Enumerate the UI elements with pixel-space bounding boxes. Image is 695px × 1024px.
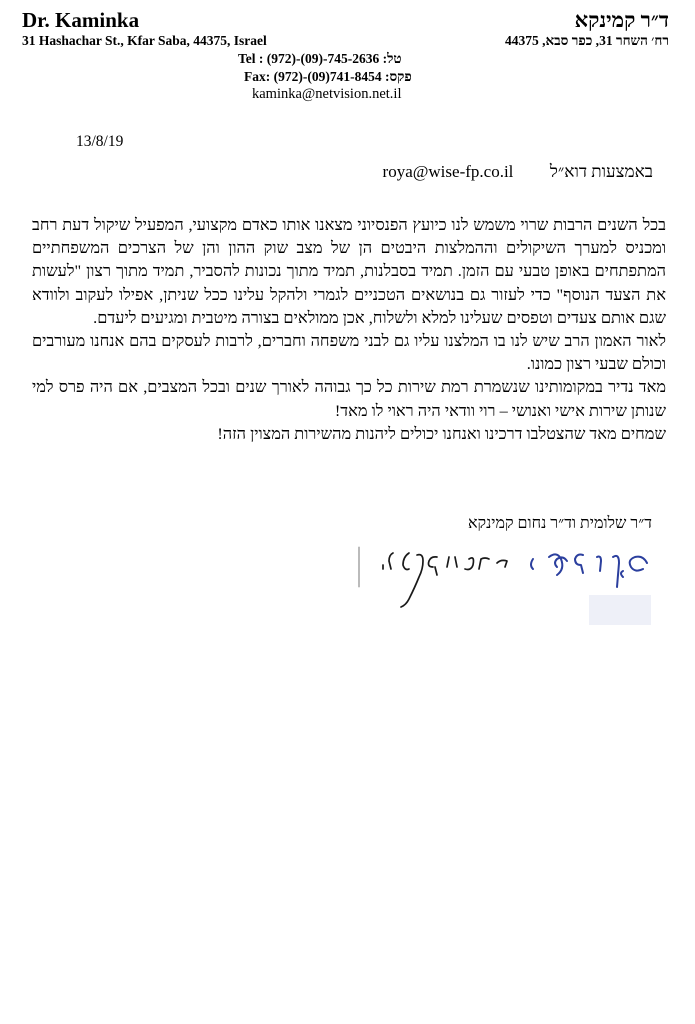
delivery-label: באמצעות דוא״ל [549,162,653,181]
letterhead-name-en: Dr. Kaminka [22,8,140,32]
signatures [357,543,651,625]
closing-names: ד״ר שלומית וד״ר נחום קמינקא [467,515,652,532]
letterhead-name-he: ד״ר קמינקא [574,8,669,32]
letter-date: 13/8/19 [76,133,124,150]
recipient-email: roya@wise-fp.co.il [382,162,514,181]
delivery-line [383,162,653,182]
fax-value: Fax: (972)-(09)741-8454 [244,69,382,84]
handwritten-signatures-image [357,543,651,625]
letterhead-address-en: 31 Hashachar St., Kfar Saba, 44375, Israel [22,33,267,48]
signature-black [359,547,507,607]
tel-label-he: טל: [382,51,402,66]
scan-smudge [589,595,651,625]
tel-value: Tel : (972)-(09)-745-2636 [238,51,380,66]
letter-body [32,213,666,445]
paragraph-1: בכל השנים הרבות שרוי משמש לנו כיועץ הפנסיוני מצאנו אותו כאדם מקצועי, המפעיל שיקול דעת רחב ומכניס למערך השיקולים וההמלצות היבטים הן של מצב שוק ההון והן של הצרכים המשפחתיים המתפתחים באופן טבעי עם הזמן. תמיד בסבלנות, תמיד מתוך נכונות להסביר, תמיד מתוך רצון "לעשות את הצעד הנוסף" כדי לעזור גם בנושאים הטכניים לגמרי ולהקל עלינו ככל שניתן, אפילו לעקוב ולוודא שגם אותם צעדים וטפסים שעלינו למלא ולשלוח, אכן ממולאים בצורה מיטבית ומגיעים ליעדם. [32,215,666,327]
fax-label-he: פקס: [384,69,412,84]
letterhead-fax [244,69,412,85]
letterhead-email: kaminka@netvision.net.il [252,86,402,102]
paragraph-3: מאד נדיר במקומותינו שנשמרת רמת שירות כל כך גבוהה לאורך שנים ובכל המצבים, אם היה פרס למי שנותן שירות אישי ואנושי – רוי וודאי היה ראוי לו מאד! [32,377,666,420]
signature-blue [531,554,647,587]
paragraph-2: לאור האמון הרב שיש לנו בו המלצנו עליו גם לבני משפחה וחברים, לרבות לעסקים בהם אנחנו מעורבים וכולם שבעי רצון כמונו. [32,331,666,374]
paragraph-4: שמחים מאד שהצטלבו דרכינו ואנחנו יכולים ליהנות מהשירות המצוין הזה! [217,423,666,443]
letterhead-address-he: רח׳ השחר 31, כפר סבא, 44375 [505,33,669,48]
letterhead-tel [238,51,402,67]
